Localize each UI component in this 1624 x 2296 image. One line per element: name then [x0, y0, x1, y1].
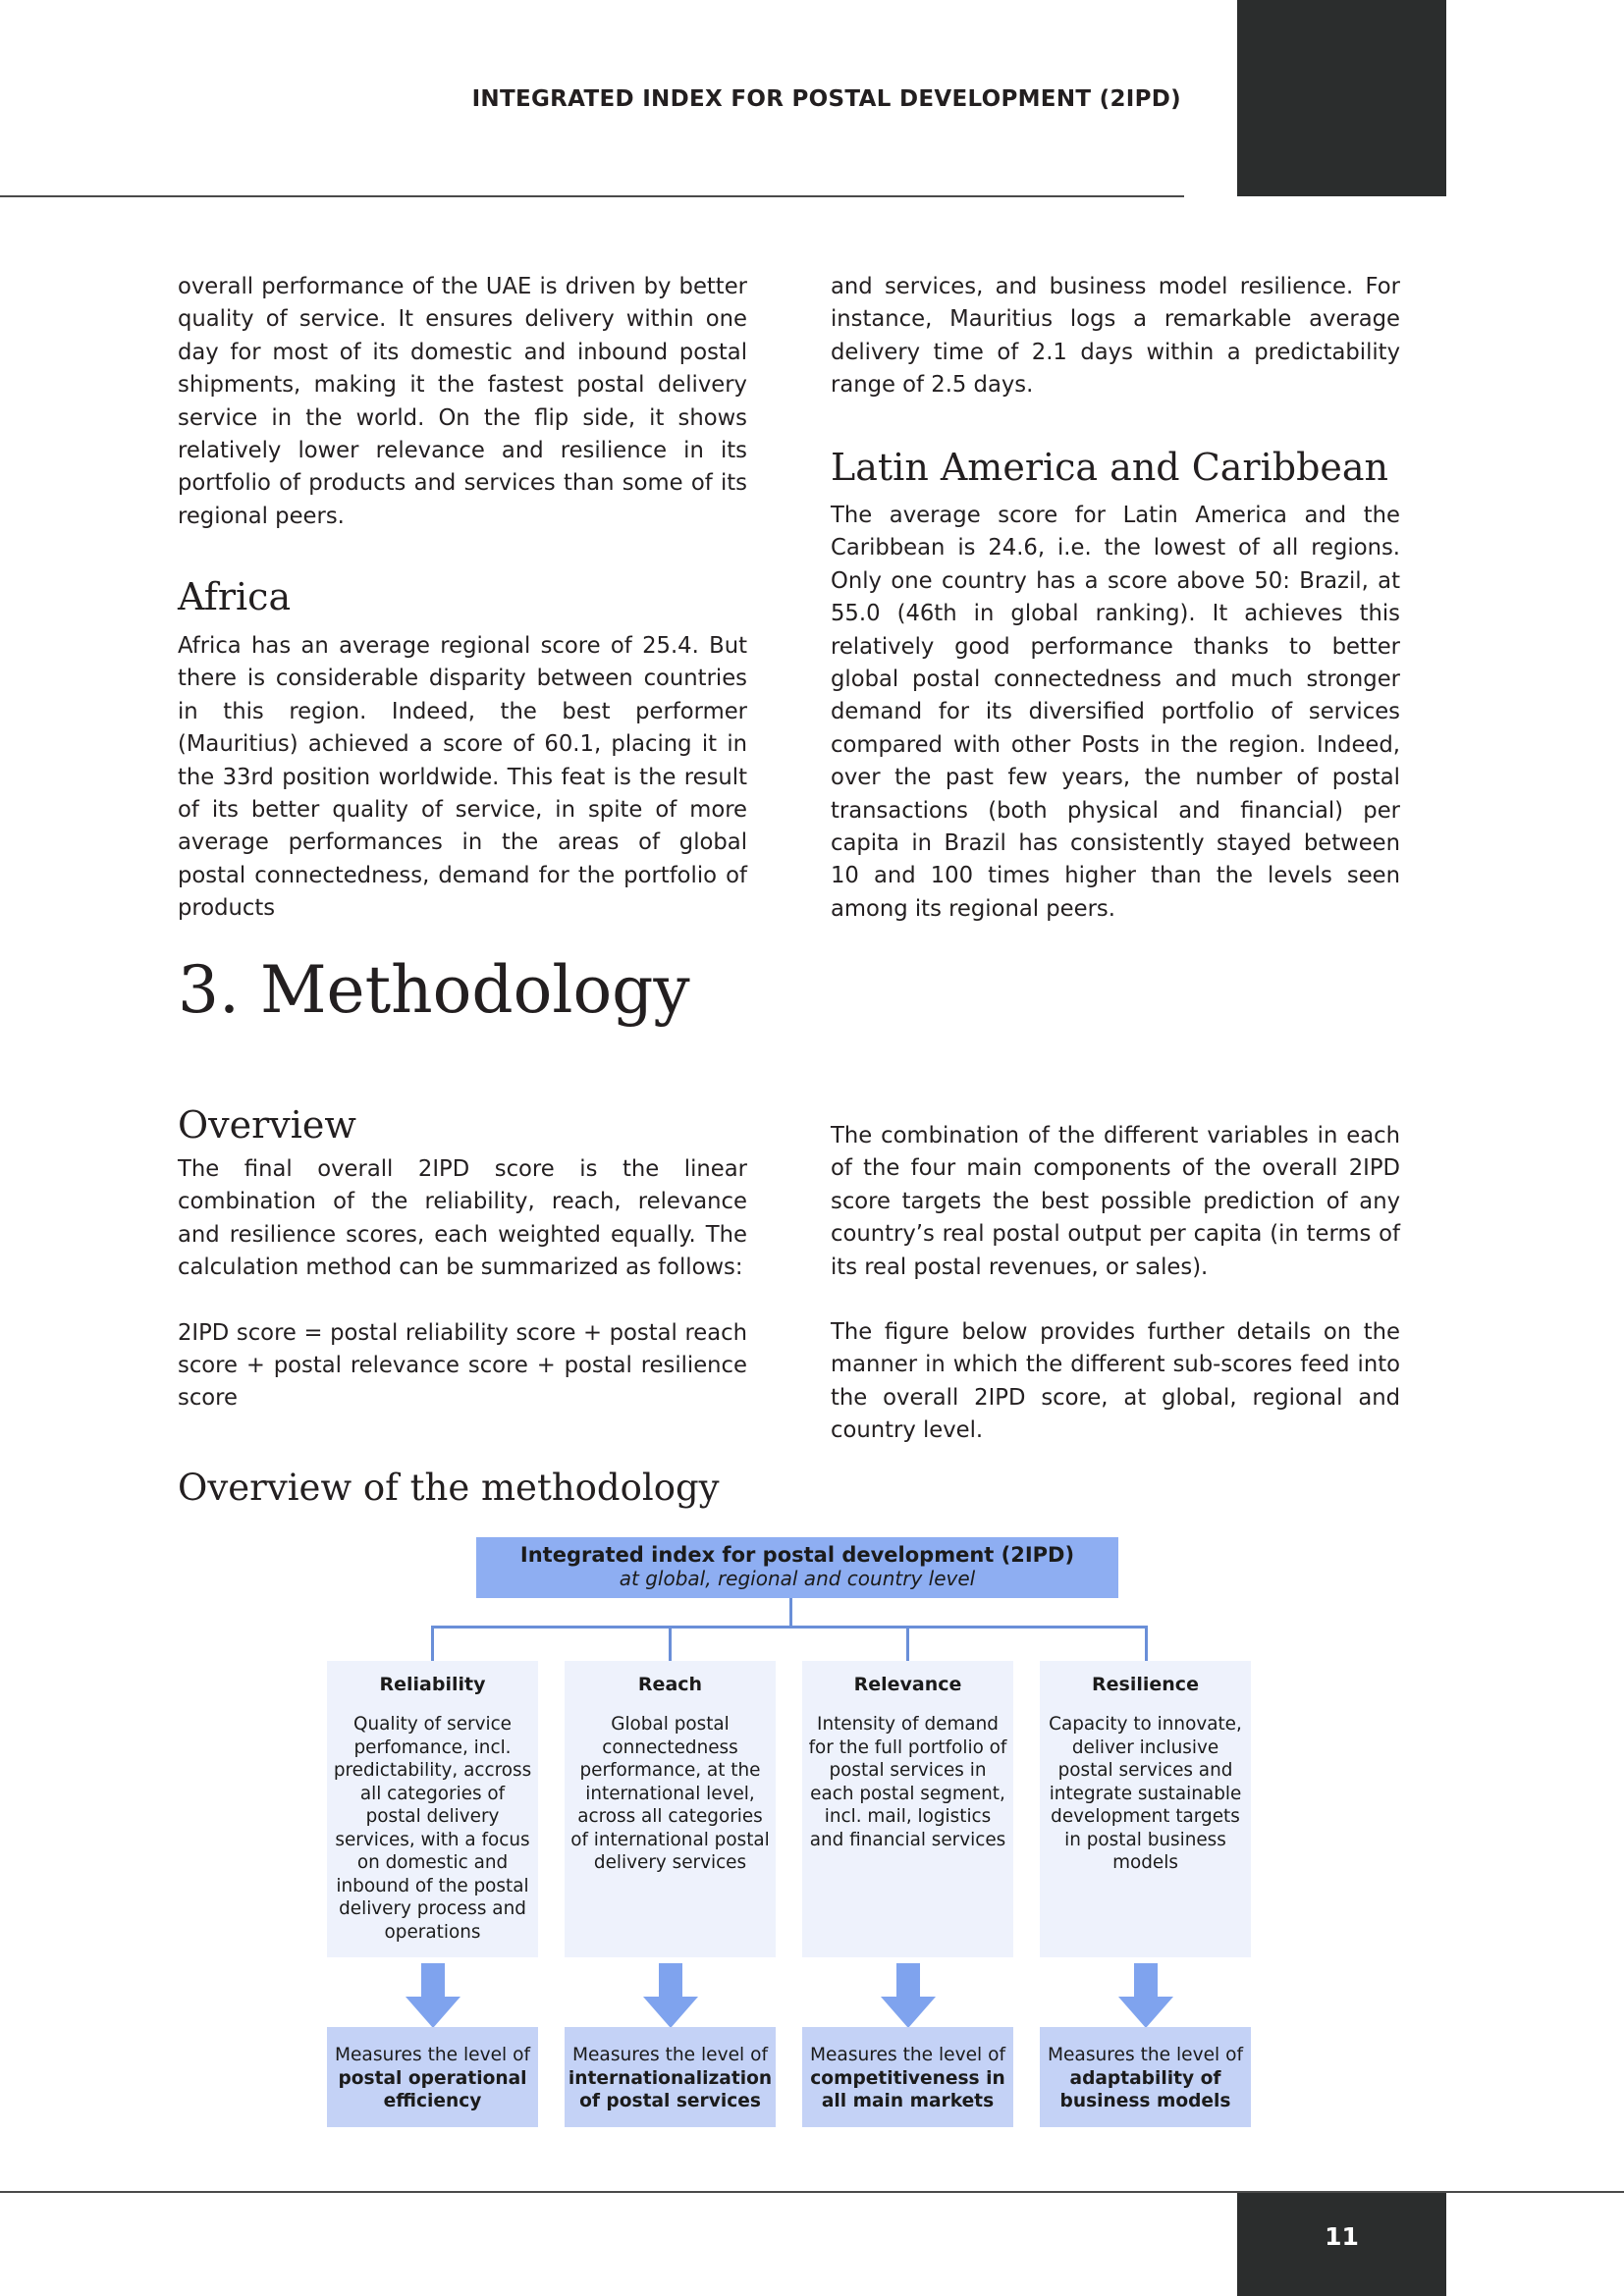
- measure-reach: [565, 2027, 776, 2127]
- intro-paragraph: overall performance of the UAE is driven by better quality of service. It ensures delivery within one day for most of its domestic and inbound postal shipments, making it the fastest postal delivery service in the world. On the flip side, it shows relatively lower relevance and resilience in its portfolio of products and services than some of its regional peers.: [178, 274, 747, 529]
- africa-paragraph: Africa has an average regional score of 25.4. But there is considerable disparity between countries in this region. Indeed, the best performer (Mauritius) achieved a score of 60.1, placing it in the 33rd position worldwide. This feat is the result of its better quality of service, in spite of more average performances in the areas of global postal connectedness, demand for the portfolio of products: [178, 633, 747, 922]
- down-arrow-icon: [641, 1963, 700, 2028]
- header-dark-block: [1237, 0, 1446, 196]
- component-resilience: [1040, 1661, 1251, 1957]
- figure-title: Overview of the methodology: [178, 1467, 720, 1509]
- measure-relevance: [802, 2027, 1013, 2127]
- header-divider: [0, 195, 1184, 197]
- overview-formula: 2IPD score = postal reliability score + postal reach score + postal relevance score + postal resilience score: [178, 1319, 747, 1412]
- connector-reach: [669, 1626, 672, 1662]
- component-description: Capacity to innovate, deliver inclusive postal services and integrate sustainable development targets in postal business models: [1049, 1714, 1242, 1873]
- overview-right: [831, 1120, 1400, 1448]
- measure-resilience: [1040, 2027, 1251, 2127]
- down-arrow-icon: [879, 1963, 938, 2028]
- continuation-paragraph: and services, and business model resilience. For instance, Mauritius logs a remarkable average delivery time of 2.1 days within a predictability range of 2.5 days.: [831, 274, 1400, 399]
- component-title: Reliability: [379, 1674, 486, 1695]
- index-title: Integrated index for postal development (2IPD): [519, 1543, 1075, 1567]
- africa-heading: Africa: [178, 575, 292, 618]
- overview-heading: Overview: [178, 1103, 356, 1147]
- down-arrow-icon: [1116, 1963, 1175, 2028]
- measure-prefix: Measures the level of: [571, 2045, 769, 2065]
- measure-prefix: Measures the level of: [809, 2045, 1006, 2065]
- section-title: 3. Methodology: [178, 952, 690, 1028]
- component-description: Quality of service perfomance, incl. predictability, accross all categories of postal delivery services, with a focus on domestic and inbound of the postal delivery process and operations: [333, 1714, 532, 1943]
- down-arrow-icon: [404, 1963, 462, 2028]
- latam-section: [831, 500, 1400, 926]
- connector-resilience: [1145, 1626, 1148, 1662]
- component-title: Relevance: [853, 1674, 962, 1695]
- component-relevance: [802, 1661, 1013, 1957]
- index-top-box: [476, 1537, 1118, 1598]
- component-reliability: [327, 1661, 538, 1957]
- running-title: INTEGRATED INDEX FOR POSTAL DEVELOPMENT (2IPD): [471, 86, 1181, 112]
- right-column-upper: [831, 271, 1400, 402]
- measure-reliability: [327, 2027, 538, 2127]
- measure-target: competitiveness in all main markets: [810, 2067, 1005, 2111]
- connector-trunk: [789, 1598, 792, 1628]
- page-number: 11: [1325, 2222, 1359, 2251]
- overview-left-paragraph-1: The final overall 2IPD score is the linear combination of the reliability, reach, relevance and resilience scores, each weighted equally. The calculation method can be summarized as follows:: [178, 1156, 747, 1281]
- index-subtitle: at global, regional and country level: [619, 1567, 976, 1590]
- connector-relevance: [906, 1626, 909, 1662]
- component-description: Intensity of demand for the full portfolio of postal services in each postal segment, incl. mail, logistics and financial services: [808, 1714, 1007, 1850]
- left-column-upper: [178, 271, 747, 533]
- component-title: Reach: [637, 1674, 703, 1695]
- latam-paragraph: The average score for Latin America and the Caribbean is 24.6, i.e. the lowest of all regions. Only one country has a score above 50: Brazil, at 55.0 (46th in global ranking). It achieves this relatively good performance thanks to better global postal connectedness and much stronger demand for its diversified portfolio of services compared with other Posts in the region. Indeed, over the past few years, the number of postal transactions (both physical and financial) per capita in Brazil has consistently stayed between 10 and 100 times higher than the levels seen among its regional peers.: [831, 503, 1400, 922]
- measure-target: internationalization of postal services: [568, 2067, 773, 2111]
- measure-prefix: Measures the level of: [334, 2045, 531, 2065]
- overview-left: [178, 1153, 747, 1415]
- latam-heading: Latin America and Caribbean: [831, 446, 1389, 489]
- overview-right-paragraph-1: The combination of the different variables in each of the four main components of the overall 2IPD score targets the best possible prediction of any country’s real postal output per capita (in terms of its real postal revenues, or sales).: [831, 1123, 1400, 1280]
- measure-target: adaptability of business models: [1059, 2067, 1231, 2111]
- component-reach: [565, 1661, 776, 1957]
- component-title: Resilience: [1092, 1674, 1199, 1695]
- connector-reliability: [431, 1626, 434, 1662]
- measure-prefix: Measures the level of: [1047, 2045, 1244, 2065]
- overview-right-paragraph-2: The figure below provides further details on the manner in which the different sub-scores feed into the overall 2IPD score, at global, regional and country level.: [831, 1319, 1400, 1444]
- connector-horizontal: [431, 1626, 1148, 1629]
- component-description: Global postal connectedness performance, at the international level, across all categories of international postal delivery services: [570, 1714, 770, 1873]
- measure-target: postal operational efficiency: [338, 2067, 527, 2111]
- africa-section: [178, 630, 747, 926]
